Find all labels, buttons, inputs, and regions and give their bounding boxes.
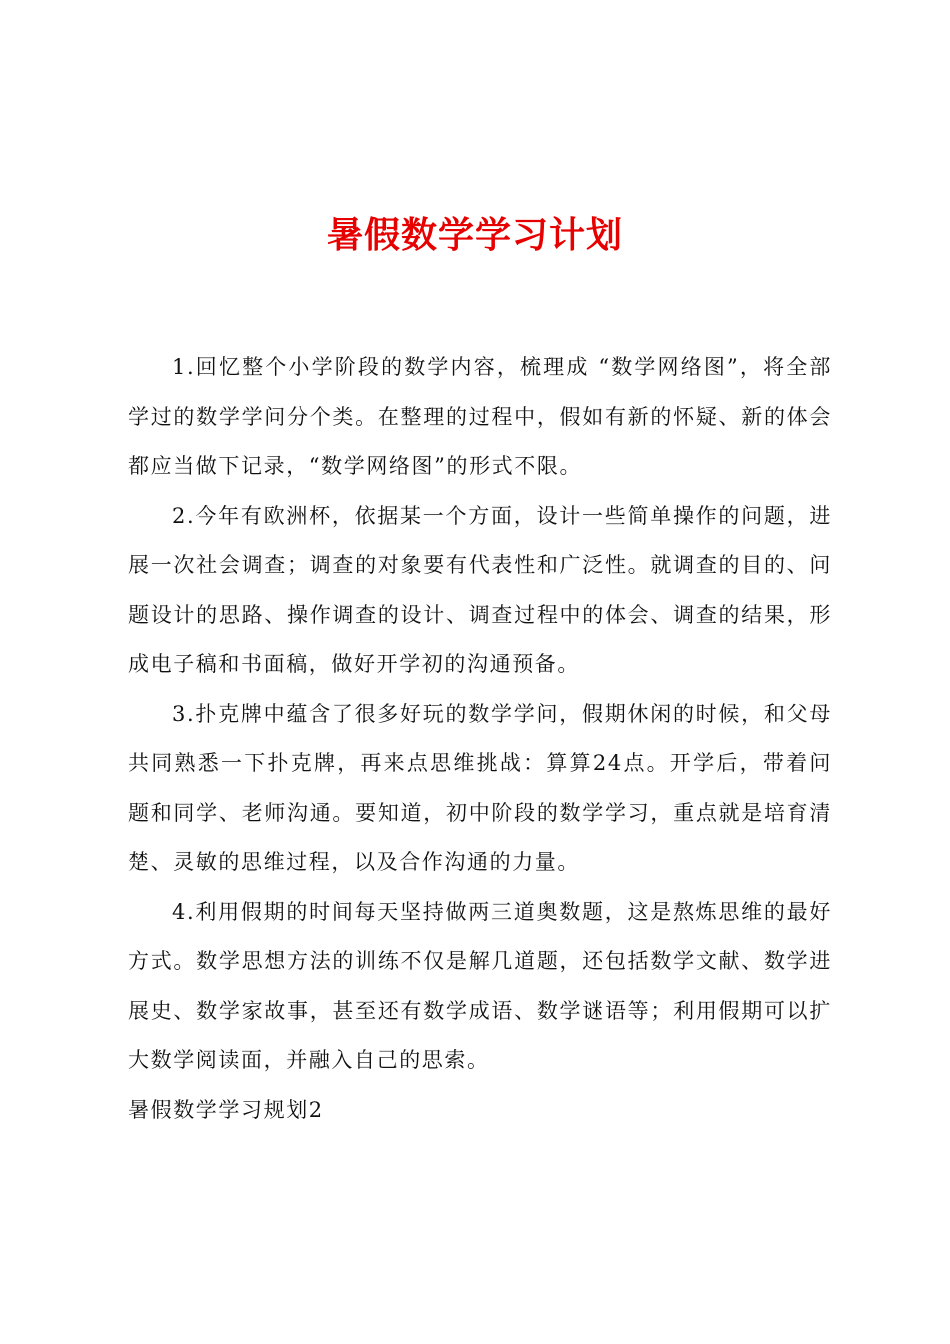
paragraph-3: 3.扑克牌中蕴含了很多好玩的数学学问，假期休闲的时候，和父母共同熟悉一下扑克牌，再来点思维挑战：算算24点。开学后，带着问题和同学、老师沟通。要知道，初中阶段的数学学习，重点就是培育清楚、灵敏的思维过程，以及合作沟通的力量。 xyxy=(128,701,832,874)
document-body xyxy=(128,343,832,1135)
paragraph-4: 4.利用假期的时间每天坚持做两三道奥数题，这是熬炼思维的最好方式。数学思想方法的训练不仅是解几道题，还包括数学文献、数学进展史、数学家故事，甚至还有数学成语、数学谜语等；利用假期可以扩大数学阅读面，并融入自己的思索。 xyxy=(128,899,832,1072)
document-title: 暑假数学学习计划 xyxy=(326,214,623,256)
next-section-heading: 暑假数学学习规划2 xyxy=(128,1097,324,1122)
paragraph-1: 1.回忆整个小学阶段的数学内容，梳理成 “数学网络图”，将全部学过的数学学问分个类。在整理的过程中，假如有新的怀疑、新的体会都应当做下记录，“数学网络图”的形式不限。 xyxy=(128,355,832,478)
paragraph-2: 2.今年有欧洲杯，依据某一个方面，设计一些简单操作的问题，进展一次社会调查；调查的对象要有代表性和广泛性。就调查的目的、问题设计的思路、操作调查的设计、调查过程中的体会、调查的结果，形成电子稿和书面稿，做好开学初的沟通预备。 xyxy=(128,503,832,676)
